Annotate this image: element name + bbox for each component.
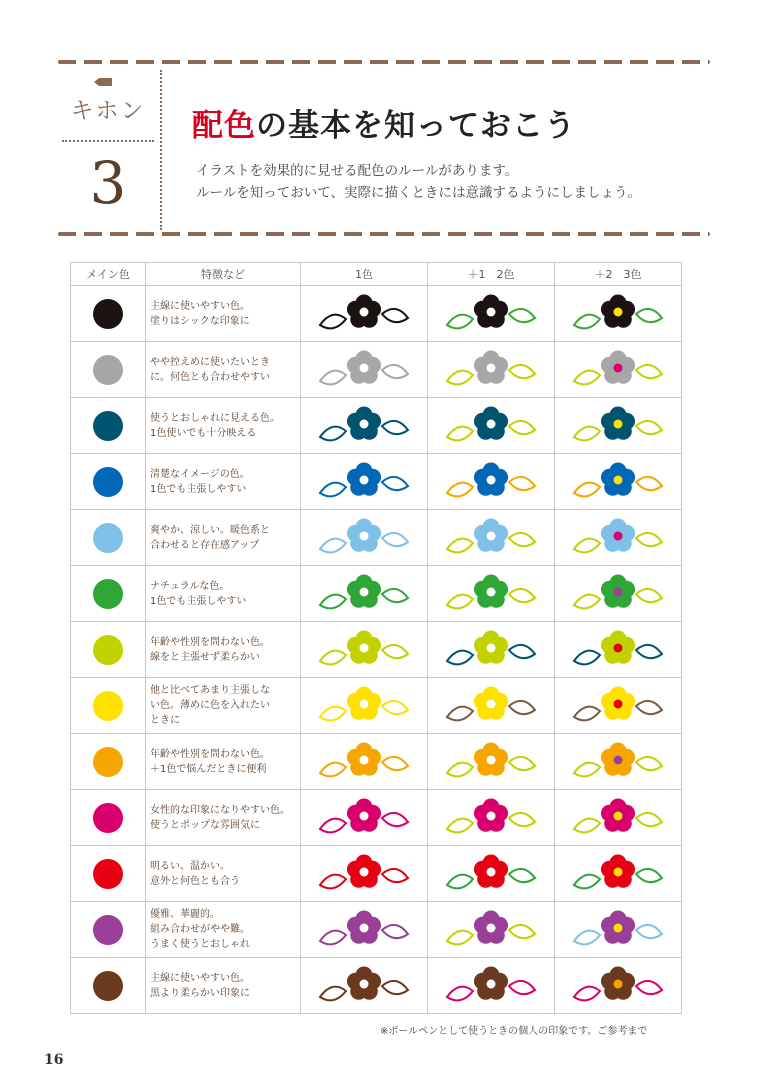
table-row (71, 510, 682, 566)
flower-center (360, 419, 369, 428)
right-leaf (636, 476, 662, 489)
table-row (71, 958, 682, 1014)
flower-illustration (568, 350, 668, 390)
feature-line: い色。薄めに色を入れたい (150, 700, 270, 711)
right-leaf (382, 924, 408, 937)
right-leaf (382, 476, 408, 489)
color-swatch (93, 467, 123, 497)
one-color-cell (301, 790, 428, 846)
table-row (71, 790, 682, 846)
lesson-number: 3 (89, 149, 127, 217)
feature-cell (146, 342, 301, 398)
feature-line: 黒より柔らかい印象に (150, 987, 250, 999)
flower-center (487, 531, 496, 540)
flower-illustration (568, 910, 668, 950)
header-two-colors: ＋1 2色 (428, 263, 555, 286)
flower-illustration (441, 630, 541, 670)
flower-center (614, 755, 623, 764)
flower-illustration (314, 462, 414, 502)
left-leaf (320, 370, 346, 384)
feature-line: 1色でも主張しやすい (150, 483, 247, 495)
left-leaf (447, 650, 473, 664)
feature-line: 明るい、温かい。 (150, 860, 230, 872)
right-leaf (636, 812, 662, 825)
color-swatch (93, 747, 123, 777)
flower-center (487, 475, 496, 484)
lesson-badge (58, 70, 158, 230)
flower-illustration (314, 910, 414, 950)
right-leaf (509, 644, 535, 657)
flower-center (487, 755, 496, 764)
flower-illustration (441, 574, 541, 614)
feature-cell (146, 622, 301, 678)
color-swatch (93, 691, 123, 721)
flower-center (360, 923, 369, 932)
left-leaf (320, 538, 346, 552)
feature-cell (146, 902, 301, 958)
header-one-color: 1色 (301, 263, 428, 286)
left-leaf (574, 370, 600, 384)
main-color-cell (71, 846, 146, 902)
feature-line: 意外と何色とも合う (150, 875, 240, 887)
flower-illustration (568, 518, 668, 558)
right-leaf (636, 924, 662, 937)
flower-center (614, 531, 623, 540)
page-number: 16 (44, 1052, 64, 1068)
main-color-cell (71, 398, 146, 454)
color-swatch (93, 299, 123, 329)
right-leaf (636, 980, 662, 993)
feature-line: 使うとポップな雰囲気に (150, 819, 260, 831)
flower-illustration (568, 798, 668, 838)
flower-center (360, 475, 369, 484)
three-color-cell (555, 902, 682, 958)
flower-illustration (314, 574, 414, 614)
flower-illustration (314, 798, 414, 838)
feature-line: 塗りはシックな印象に (150, 315, 250, 327)
flower-center (487, 587, 496, 596)
left-leaf (320, 650, 346, 664)
left-leaf (574, 650, 600, 664)
table-row (71, 846, 682, 902)
flower-illustration (314, 630, 414, 670)
two-color-cell (428, 622, 555, 678)
one-color-cell (301, 958, 428, 1014)
table-row (71, 566, 682, 622)
three-color-cell (555, 958, 682, 1014)
feature-line: 使うとおしゃれに見える色。 (150, 412, 280, 424)
one-color-cell (301, 454, 428, 510)
feature-cell (146, 678, 301, 734)
table-body (71, 286, 682, 1014)
right-leaf (636, 644, 662, 657)
main-color-cell (71, 342, 146, 398)
flower-illustration (568, 406, 668, 446)
left-leaf (574, 874, 600, 888)
flower-illustration (441, 798, 541, 838)
one-color-cell (301, 398, 428, 454)
right-leaf (382, 700, 408, 713)
right-leaf (636, 420, 662, 433)
flower-illustration (314, 966, 414, 1006)
flower-center (614, 363, 623, 372)
three-color-cell (555, 454, 682, 510)
one-color-cell (301, 622, 428, 678)
feature-line: 組み合わせがやや難。 (150, 924, 250, 935)
right-leaf (509, 700, 535, 713)
header-main-color: メイン色 (71, 263, 146, 286)
flower-illustration (314, 742, 414, 782)
color-scheme-table (70, 262, 682, 1014)
color-swatch (93, 971, 123, 1001)
right-leaf (636, 532, 662, 545)
flower-illustration (314, 518, 414, 558)
left-leaf (574, 818, 600, 832)
left-leaf (320, 986, 346, 1000)
main-color-cell (71, 622, 146, 678)
flower-center (360, 531, 369, 540)
three-color-cell (555, 678, 682, 734)
left-leaf (447, 314, 473, 328)
one-color-cell (301, 510, 428, 566)
flower-center (614, 811, 623, 820)
flower-center (614, 419, 623, 428)
flower-illustration (441, 854, 541, 894)
right-leaf (509, 924, 535, 937)
color-swatch (93, 635, 123, 665)
title-rest: の基本を知っておこう (256, 108, 576, 144)
right-leaf (636, 700, 662, 713)
two-color-cell (428, 846, 555, 902)
three-color-cell (555, 286, 682, 342)
two-color-cell (428, 342, 555, 398)
left-leaf (320, 762, 346, 776)
color-swatch (93, 523, 123, 553)
flower-center (614, 643, 623, 652)
color-swatch (93, 355, 123, 385)
three-color-cell (555, 398, 682, 454)
pencil-icon (94, 78, 112, 86)
left-leaf (574, 930, 600, 944)
flower-illustration (314, 406, 414, 446)
flower-center (487, 699, 496, 708)
two-color-cell (428, 398, 555, 454)
feature-line: に。何色とも合わせやすい (150, 371, 270, 383)
two-color-cell (428, 790, 555, 846)
feature-line: 年齢や性別を問わない色。 (150, 748, 270, 760)
left-leaf (447, 818, 473, 832)
main-color-cell (71, 510, 146, 566)
flower-center (487, 419, 496, 428)
flower-illustration (568, 854, 668, 894)
right-leaf (636, 868, 662, 881)
feature-line: 年齢や性別を問わない色。 (150, 636, 270, 648)
right-leaf (509, 532, 535, 545)
flower-center (614, 923, 623, 932)
bottom-dashed-border (58, 232, 710, 236)
flower-center (614, 867, 623, 876)
one-color-cell (301, 846, 428, 902)
feature-cell (146, 398, 301, 454)
one-color-cell (301, 734, 428, 790)
right-leaf (382, 756, 408, 769)
table-row (71, 342, 682, 398)
header-features: 特徴など (146, 263, 301, 286)
main-color-cell (71, 286, 146, 342)
two-color-cell (428, 678, 555, 734)
one-color-cell (301, 678, 428, 734)
color-swatch (93, 803, 123, 833)
two-color-cell (428, 958, 555, 1014)
feature-line: 主線に使いやすい色。 (150, 972, 250, 984)
flower-illustration (441, 686, 541, 726)
table-row (71, 622, 682, 678)
feature-cell (146, 286, 301, 342)
flower-illustration (568, 742, 668, 782)
color-swatch (93, 579, 123, 609)
left-leaf (574, 706, 600, 720)
left-leaf (320, 706, 346, 720)
flower-center (614, 979, 623, 988)
right-leaf (509, 812, 535, 825)
flower-center (360, 363, 369, 372)
feature-line: ときに (150, 715, 180, 726)
flower-center (360, 587, 369, 596)
two-color-cell (428, 286, 555, 342)
right-leaf (509, 588, 535, 601)
three-color-cell (555, 622, 682, 678)
left-leaf (574, 538, 600, 552)
right-leaf (509, 756, 535, 769)
right-leaf (382, 980, 408, 993)
page-title (192, 100, 576, 145)
left-leaf (574, 594, 600, 608)
flower-center (360, 867, 369, 876)
left-leaf (574, 482, 600, 496)
footnote: ※ボールペンとして使うときの個人の印象です。ご参考まで (380, 1026, 648, 1037)
feature-line: 女性的な印象になりやすい色。 (150, 804, 290, 816)
main-color-cell (71, 454, 146, 510)
main-color-cell (71, 902, 146, 958)
flower-illustration (568, 966, 668, 1006)
left-leaf (574, 762, 600, 776)
lesson-label: キホン (70, 98, 146, 124)
table-row (71, 734, 682, 790)
table-row (71, 286, 682, 342)
left-leaf (447, 594, 473, 608)
one-color-cell (301, 566, 428, 622)
flower-center (487, 811, 496, 820)
intro-text (196, 160, 641, 204)
feature-cell (146, 846, 301, 902)
left-leaf (447, 762, 473, 776)
table-row (71, 398, 682, 454)
right-leaf (509, 308, 535, 321)
right-leaf (382, 644, 408, 657)
left-leaf (320, 874, 346, 888)
left-leaf (447, 482, 473, 496)
right-leaf (382, 868, 408, 881)
flower-illustration (568, 630, 668, 670)
feature-line: ナチュラルな色。 (150, 580, 230, 592)
two-color-cell (428, 566, 555, 622)
right-leaf (382, 812, 408, 825)
flower-illustration (441, 518, 541, 558)
right-leaf (509, 364, 535, 377)
main-color-cell (71, 566, 146, 622)
feature-line: 合わせると存在感アップ (150, 539, 260, 551)
left-leaf (447, 706, 473, 720)
one-color-cell (301, 342, 428, 398)
left-leaf (447, 370, 473, 384)
flower-center (487, 307, 496, 316)
flower-center (614, 307, 623, 316)
right-leaf (509, 420, 535, 433)
flower-center (487, 979, 496, 988)
intro-line: イラストを効果的に見せる配色のルールがあります。 (196, 163, 519, 179)
top-dashed-border (58, 60, 710, 64)
left-leaf (447, 930, 473, 944)
header-three-colors: ＋2 3色 (555, 263, 682, 286)
feature-line: やや控えめに使いたいとき (150, 356, 270, 368)
feature-cell (146, 790, 301, 846)
badge-divider (62, 140, 154, 142)
flower-center (487, 867, 496, 876)
color-swatch (93, 859, 123, 889)
flower-center (487, 363, 496, 372)
left-leaf (447, 426, 473, 440)
table-row (71, 454, 682, 510)
left-leaf (320, 482, 346, 496)
flower-center (360, 755, 369, 764)
left-leaf (320, 594, 346, 608)
two-color-cell (428, 734, 555, 790)
flower-illustration (568, 462, 668, 502)
feature-cell (146, 566, 301, 622)
right-leaf (509, 476, 535, 489)
main-color-cell (71, 678, 146, 734)
flower-center (487, 643, 496, 652)
feature-cell (146, 454, 301, 510)
feature-line: 優雅、華麗的。 (150, 909, 220, 920)
feature-cell (146, 958, 301, 1014)
table-row (71, 902, 682, 958)
flower-illustration (441, 406, 541, 446)
flower-illustration (441, 910, 541, 950)
left-leaf (447, 986, 473, 1000)
left-leaf (447, 874, 473, 888)
main-color-cell (71, 958, 146, 1014)
feature-line: 主線に使いやすい色。 (150, 300, 250, 312)
flower-center (360, 811, 369, 820)
flower-center (614, 475, 623, 484)
flower-illustration (441, 350, 541, 390)
table-header-row (71, 263, 682, 286)
feature-line: 線をと主張せず柔らかい (150, 651, 260, 663)
main-color-cell (71, 734, 146, 790)
flower-center (360, 307, 369, 316)
right-leaf (509, 868, 535, 881)
feature-line: 1色でも主張しやすい (150, 595, 247, 607)
three-color-cell (555, 566, 682, 622)
three-color-cell (555, 790, 682, 846)
feature-cell (146, 734, 301, 790)
flower-illustration (568, 686, 668, 726)
feature-line: 他と比べてあまり主張しな (150, 685, 270, 696)
right-leaf (382, 532, 408, 545)
flower-center (360, 979, 369, 988)
right-leaf (382, 588, 408, 601)
flower-center (487, 923, 496, 932)
two-color-cell (428, 510, 555, 566)
right-leaf (382, 308, 408, 321)
feature-line: 1色使いでも十分映える (150, 427, 257, 439)
left-leaf (574, 314, 600, 328)
three-color-cell (555, 734, 682, 790)
left-leaf (574, 986, 600, 1000)
feature-line: ＋1色で悩んだときに便利 (150, 763, 267, 775)
color-swatch (93, 411, 123, 441)
right-leaf (636, 756, 662, 769)
three-color-cell (555, 846, 682, 902)
color-swatch (93, 915, 123, 945)
left-leaf (574, 426, 600, 440)
right-leaf (509, 980, 535, 993)
left-leaf (320, 818, 346, 832)
flower-center (360, 699, 369, 708)
flower-illustration (441, 966, 541, 1006)
flower-illustration (568, 294, 668, 334)
flower-illustration (441, 742, 541, 782)
two-color-cell (428, 902, 555, 958)
right-leaf (636, 308, 662, 321)
flower-center (614, 699, 623, 708)
flower-illustration (314, 350, 414, 390)
main-color-cell (71, 790, 146, 846)
title-accent: 配色 (192, 108, 256, 144)
flower-illustration (441, 462, 541, 502)
one-color-cell (301, 902, 428, 958)
feature-line: 爽やか、涼しい。暖色系と (150, 524, 270, 536)
right-leaf (382, 364, 408, 377)
feature-line: うまく使うとおしゃれ (150, 939, 250, 950)
flower-illustration (314, 294, 414, 334)
two-color-cell (428, 454, 555, 510)
right-leaf (636, 364, 662, 377)
header-vertical-divider (160, 70, 162, 230)
flower-illustration (314, 686, 414, 726)
feature-cell (146, 510, 301, 566)
left-leaf (320, 314, 346, 328)
intro-line: ルールを知っておいて、実際に描くときには意識するようにしましょう。 (196, 185, 641, 201)
left-leaf (320, 426, 346, 440)
flower-center (360, 643, 369, 652)
left-leaf (447, 538, 473, 552)
right-leaf (382, 420, 408, 433)
flower-center (614, 587, 623, 596)
three-color-cell (555, 510, 682, 566)
left-leaf (320, 930, 346, 944)
right-leaf (636, 588, 662, 601)
feature-line: 清楚なイメージの色。 (150, 468, 250, 480)
flower-illustration (314, 854, 414, 894)
table-row (71, 678, 682, 734)
three-color-cell (555, 342, 682, 398)
one-color-cell (301, 286, 428, 342)
flower-illustration (441, 294, 541, 334)
flower-illustration (568, 574, 668, 614)
